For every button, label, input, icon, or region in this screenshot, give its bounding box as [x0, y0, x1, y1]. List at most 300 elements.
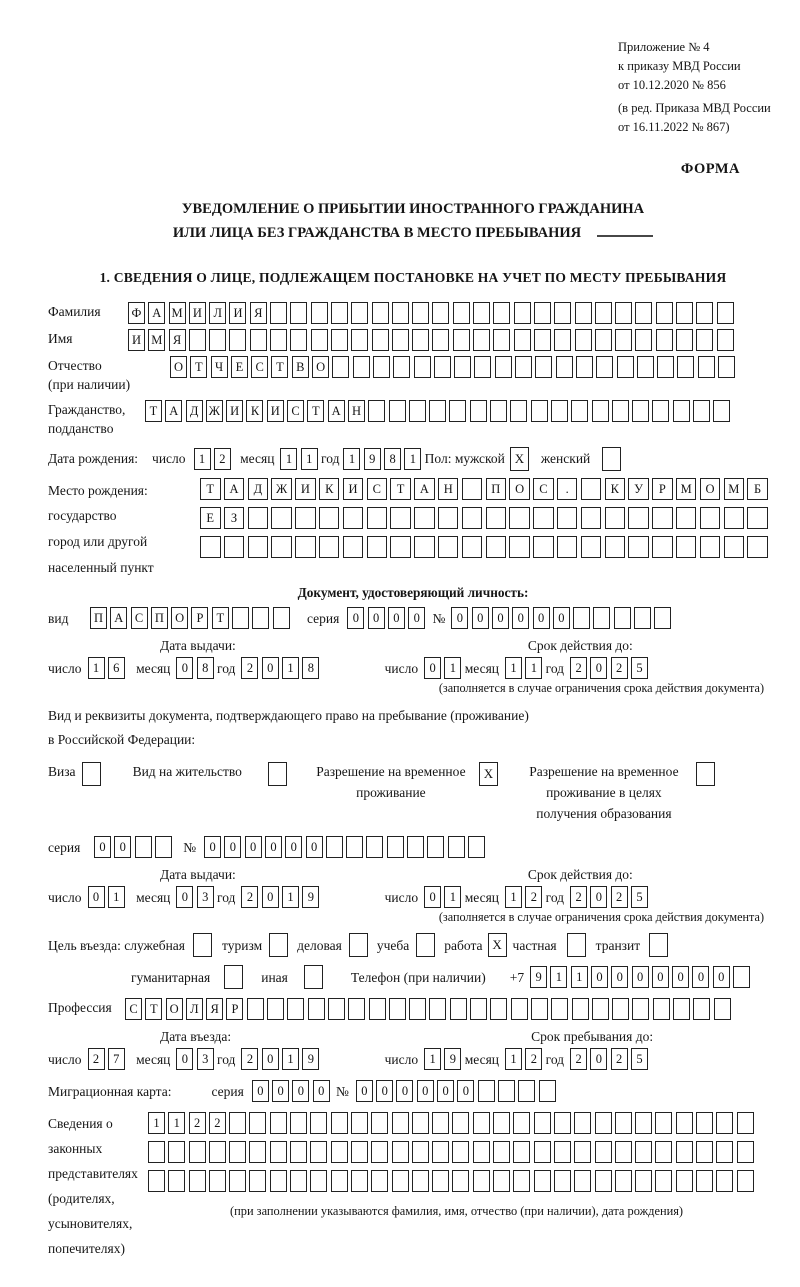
- char-cell[interactable]: 1: [194, 448, 211, 470]
- char-cell[interactable]: [409, 400, 426, 422]
- char-cell[interactable]: Я: [206, 998, 223, 1020]
- char-cell[interactable]: [189, 1170, 206, 1192]
- char-cell[interactable]: [718, 356, 735, 378]
- representatives-row1-cells[interactable]: [148, 1112, 757, 1134]
- char-cell[interactable]: [557, 536, 578, 558]
- char-cell[interactable]: [368, 400, 385, 422]
- char-cell[interactable]: [513, 1170, 530, 1192]
- visa-checkbox[interactable]: [82, 762, 101, 786]
- char-cell[interactable]: [427, 836, 444, 858]
- char-cell[interactable]: Р: [226, 998, 243, 1020]
- char-cell[interactable]: [414, 536, 435, 558]
- char-cell[interactable]: [635, 1141, 652, 1163]
- char-cell[interactable]: [498, 1080, 515, 1102]
- char-cell[interactable]: 0: [417, 1080, 434, 1102]
- char-cell[interactable]: 1: [88, 657, 105, 679]
- char-cell[interactable]: С: [131, 607, 148, 629]
- char-cell[interactable]: 0: [265, 836, 282, 858]
- char-cell[interactable]: [696, 1141, 713, 1163]
- char-cell[interactable]: 0: [262, 657, 279, 679]
- char-cell[interactable]: 0: [408, 607, 425, 629]
- char-cell[interactable]: [450, 998, 467, 1020]
- char-cell[interactable]: [556, 356, 573, 378]
- char-cell[interactable]: [273, 607, 290, 629]
- char-cell[interactable]: И: [295, 478, 316, 500]
- char-cell[interactable]: О: [700, 478, 721, 500]
- char-cell[interactable]: [429, 400, 446, 422]
- char-cell[interactable]: А: [165, 400, 182, 422]
- char-cell[interactable]: 6: [108, 657, 125, 679]
- char-cell[interactable]: 0: [672, 966, 689, 988]
- char-cell[interactable]: М: [676, 478, 697, 500]
- char-cell[interactable]: [343, 536, 364, 558]
- char-cell[interactable]: [267, 998, 284, 1020]
- char-cell[interactable]: [474, 356, 491, 378]
- char-cell[interactable]: [452, 1170, 469, 1192]
- char-cell[interactable]: [429, 998, 446, 1020]
- char-cell[interactable]: 0: [94, 836, 111, 858]
- char-cell[interactable]: [612, 400, 629, 422]
- char-cell[interactable]: [367, 507, 388, 529]
- char-cell[interactable]: [595, 329, 612, 351]
- char-cell[interactable]: [595, 1141, 612, 1163]
- char-cell[interactable]: [470, 400, 487, 422]
- char-cell[interactable]: [319, 536, 340, 558]
- char-cell[interactable]: [351, 1170, 368, 1192]
- char-cell[interactable]: [310, 1170, 327, 1192]
- char-cell[interactable]: [657, 356, 674, 378]
- char-cell[interactable]: К: [319, 478, 340, 500]
- char-cell[interactable]: [676, 1141, 693, 1163]
- char-cell[interactable]: 8: [384, 448, 401, 470]
- char-cell[interactable]: Т: [390, 478, 411, 500]
- char-cell[interactable]: П: [486, 478, 507, 500]
- char-cell[interactable]: [595, 1112, 612, 1134]
- passport-seriya-cells[interactable]: [347, 607, 428, 629]
- char-cell[interactable]: Я: [250, 302, 267, 324]
- char-cell[interactable]: [468, 836, 485, 858]
- char-cell[interactable]: [308, 998, 325, 1020]
- char-cell[interactable]: 2: [611, 657, 628, 679]
- char-cell[interactable]: С: [533, 478, 554, 500]
- char-cell[interactable]: О: [509, 478, 530, 500]
- residence-issue-day[interactable]: [88, 886, 129, 908]
- char-cell[interactable]: 0: [176, 886, 193, 908]
- char-cell[interactable]: [581, 507, 602, 529]
- char-cell[interactable]: [462, 478, 483, 500]
- char-cell[interactable]: [271, 536, 292, 558]
- migration-number-cells[interactable]: [356, 1080, 559, 1102]
- char-cell[interactable]: [392, 1170, 409, 1192]
- char-cell[interactable]: 1: [424, 1048, 441, 1070]
- char-cell[interactable]: 9: [302, 1048, 319, 1070]
- char-cell[interactable]: [656, 329, 673, 351]
- char-cell[interactable]: [371, 1141, 388, 1163]
- char-cell[interactable]: 0: [285, 836, 302, 858]
- birthplace-row1-cells[interactable]: [200, 478, 771, 500]
- char-cell[interactable]: А: [148, 302, 165, 324]
- char-cell[interactable]: Л: [209, 302, 226, 324]
- char-cell[interactable]: [351, 302, 368, 324]
- char-cell[interactable]: 2: [570, 886, 587, 908]
- char-cell[interactable]: 2: [525, 1048, 542, 1070]
- char-cell[interactable]: 1: [282, 1048, 299, 1070]
- char-cell[interactable]: [493, 1170, 510, 1192]
- char-cell[interactable]: [247, 998, 264, 1020]
- char-cell[interactable]: [493, 329, 510, 351]
- char-cell[interactable]: 1: [444, 657, 461, 679]
- char-cell[interactable]: [148, 1170, 165, 1192]
- stay-month[interactable]: [505, 1048, 546, 1070]
- char-cell[interactable]: [554, 329, 571, 351]
- char-cell[interactable]: 0: [272, 1080, 289, 1102]
- purpose-sluzhebnaya-checkbox[interactable]: [193, 933, 212, 957]
- char-cell[interactable]: [518, 1080, 535, 1102]
- char-cell[interactable]: [473, 302, 490, 324]
- char-cell[interactable]: 1: [525, 657, 542, 679]
- char-cell[interactable]: [229, 1112, 246, 1134]
- char-cell[interactable]: [700, 507, 721, 529]
- char-cell[interactable]: [271, 507, 292, 529]
- char-cell[interactable]: [656, 302, 673, 324]
- char-cell[interactable]: [432, 302, 449, 324]
- char-cell[interactable]: [551, 400, 568, 422]
- char-cell[interactable]: М: [724, 478, 745, 500]
- char-cell[interactable]: [539, 1080, 556, 1102]
- char-cell[interactable]: [331, 1112, 348, 1134]
- char-cell[interactable]: [270, 302, 287, 324]
- char-cell[interactable]: [189, 329, 206, 351]
- char-cell[interactable]: А: [110, 607, 127, 629]
- char-cell[interactable]: [200, 536, 221, 558]
- char-cell[interactable]: 1: [550, 966, 567, 988]
- char-cell[interactable]: [432, 329, 449, 351]
- char-cell[interactable]: [209, 329, 226, 351]
- purpose-ucheba-checkbox[interactable]: [416, 933, 435, 957]
- char-cell[interactable]: [319, 507, 340, 529]
- char-cell[interactable]: О: [171, 607, 188, 629]
- char-cell[interactable]: [328, 998, 345, 1020]
- char-cell[interactable]: 0: [533, 607, 550, 629]
- char-cell[interactable]: [724, 507, 745, 529]
- char-cell[interactable]: [635, 302, 652, 324]
- char-cell[interactable]: [371, 1112, 388, 1134]
- entry-month[interactable]: [176, 1048, 217, 1070]
- char-cell[interactable]: [412, 302, 429, 324]
- migration-seriya-cells[interactable]: [252, 1080, 333, 1102]
- passport-expiry-year[interactable]: [570, 657, 651, 679]
- char-cell[interactable]: [717, 329, 734, 351]
- char-cell[interactable]: [575, 302, 592, 324]
- char-cell[interactable]: [635, 1112, 652, 1134]
- residence-expiry-year[interactable]: [570, 886, 651, 908]
- citizenship-cells[interactable]: [145, 400, 734, 422]
- char-cell[interactable]: [635, 1170, 652, 1192]
- char-cell[interactable]: 0: [88, 886, 105, 908]
- char-cell[interactable]: 8: [302, 657, 319, 679]
- char-cell[interactable]: 0: [451, 607, 468, 629]
- char-cell[interactable]: [676, 1170, 693, 1192]
- residence-expiry-day[interactable]: [424, 886, 465, 908]
- char-cell[interactable]: М: [169, 302, 186, 324]
- char-cell[interactable]: [634, 607, 651, 629]
- char-cell[interactable]: [290, 302, 307, 324]
- char-cell[interactable]: [351, 329, 368, 351]
- char-cell[interactable]: 0: [457, 1080, 474, 1102]
- char-cell[interactable]: [453, 302, 470, 324]
- char-cell[interactable]: [554, 1170, 571, 1192]
- char-cell[interactable]: [449, 400, 466, 422]
- char-cell[interactable]: [655, 1141, 672, 1163]
- char-cell[interactable]: 1: [404, 448, 421, 470]
- vid-cells[interactable]: [90, 607, 293, 629]
- char-cell[interactable]: [596, 356, 613, 378]
- char-cell[interactable]: [252, 607, 269, 629]
- char-cell[interactable]: 2: [241, 886, 258, 908]
- char-cell[interactable]: [673, 998, 690, 1020]
- char-cell[interactable]: 0: [590, 1048, 607, 1070]
- char-cell[interactable]: [673, 400, 690, 422]
- char-cell[interactable]: Д: [248, 478, 269, 500]
- char-cell[interactable]: 1: [505, 657, 522, 679]
- char-cell[interactable]: [534, 1141, 551, 1163]
- char-cell[interactable]: [724, 536, 745, 558]
- char-cell[interactable]: 0: [424, 886, 441, 908]
- char-cell[interactable]: [390, 507, 411, 529]
- char-cell[interactable]: Е: [200, 507, 221, 529]
- char-cell[interactable]: [371, 1170, 388, 1192]
- passport-issue-day[interactable]: [88, 657, 129, 679]
- char-cell[interactable]: 3: [197, 1048, 214, 1070]
- char-cell[interactable]: 0: [356, 1080, 373, 1102]
- char-cell[interactable]: [452, 1112, 469, 1134]
- char-cell[interactable]: Т: [200, 478, 221, 500]
- char-cell[interactable]: К: [605, 478, 626, 500]
- char-cell[interactable]: [531, 998, 548, 1020]
- residence-issue-year[interactable]: [241, 886, 322, 908]
- char-cell[interactable]: [478, 1080, 495, 1102]
- char-cell[interactable]: [270, 1141, 287, 1163]
- char-cell[interactable]: [615, 329, 632, 351]
- char-cell[interactable]: [414, 356, 431, 378]
- char-cell[interactable]: [343, 507, 364, 529]
- char-cell[interactable]: 1: [444, 886, 461, 908]
- char-cell[interactable]: О: [166, 998, 183, 1020]
- char-cell[interactable]: [392, 1112, 409, 1134]
- char-cell[interactable]: [462, 536, 483, 558]
- char-cell[interactable]: 1: [108, 886, 125, 908]
- char-cell[interactable]: [248, 536, 269, 558]
- char-cell[interactable]: С: [367, 478, 388, 500]
- char-cell[interactable]: И: [343, 478, 364, 500]
- passport-expiry-day[interactable]: [424, 657, 465, 679]
- char-cell[interactable]: [576, 356, 593, 378]
- char-cell[interactable]: [389, 998, 406, 1020]
- char-cell[interactable]: 1: [282, 886, 299, 908]
- char-cell[interactable]: [412, 1170, 429, 1192]
- char-cell[interactable]: 0: [632, 966, 649, 988]
- purpose-rabota-checkbox[interactable]: X: [488, 933, 507, 957]
- char-cell[interactable]: [290, 1170, 307, 1192]
- char-cell[interactable]: [605, 507, 626, 529]
- char-cell[interactable]: [509, 507, 530, 529]
- sex-male-checkbox[interactable]: X: [510, 447, 529, 471]
- char-cell[interactable]: 0: [114, 836, 131, 858]
- char-cell[interactable]: [232, 607, 249, 629]
- char-cell[interactable]: [249, 1112, 266, 1134]
- passport-number-cells[interactable]: [451, 607, 674, 629]
- char-cell[interactable]: [615, 302, 632, 324]
- birthdate-month-cells[interactable]: [280, 448, 321, 470]
- char-cell[interactable]: [412, 1141, 429, 1163]
- char-cell[interactable]: [331, 1170, 348, 1192]
- char-cell[interactable]: А: [328, 400, 345, 422]
- char-cell[interactable]: [574, 1141, 591, 1163]
- char-cell[interactable]: [737, 1112, 754, 1134]
- birthplace-row2-cells[interactable]: [200, 507, 771, 529]
- char-cell[interactable]: С: [251, 356, 268, 378]
- char-cell[interactable]: [434, 356, 451, 378]
- char-cell[interactable]: Б: [747, 478, 768, 500]
- char-cell[interactable]: [290, 1141, 307, 1163]
- char-cell[interactable]: [270, 329, 287, 351]
- char-cell[interactable]: [510, 400, 527, 422]
- char-cell[interactable]: [332, 356, 349, 378]
- char-cell[interactable]: 9: [530, 966, 547, 988]
- char-cell[interactable]: К: [246, 400, 263, 422]
- char-cell[interactable]: [452, 1141, 469, 1163]
- char-cell[interactable]: [135, 836, 152, 858]
- char-cell[interactable]: [714, 998, 731, 1020]
- char-cell[interactable]: [747, 536, 768, 558]
- char-cell[interactable]: [367, 536, 388, 558]
- sex-female-checkbox[interactable]: [602, 447, 621, 471]
- char-cell[interactable]: 0: [262, 886, 279, 908]
- char-cell[interactable]: 0: [224, 836, 241, 858]
- char-cell[interactable]: 1: [571, 966, 588, 988]
- char-cell[interactable]: [514, 302, 531, 324]
- char-cell[interactable]: [249, 1141, 266, 1163]
- char-cell[interactable]: 1: [168, 1112, 185, 1134]
- char-cell[interactable]: [676, 329, 693, 351]
- char-cell[interactable]: [595, 1170, 612, 1192]
- char-cell[interactable]: [581, 478, 602, 500]
- char-cell[interactable]: 0: [437, 1080, 454, 1102]
- char-cell[interactable]: [693, 998, 710, 1020]
- char-cell[interactable]: [628, 536, 649, 558]
- char-cell[interactable]: [554, 302, 571, 324]
- char-cell[interactable]: Р: [191, 607, 208, 629]
- char-cell[interactable]: [331, 302, 348, 324]
- char-cell[interactable]: [612, 998, 629, 1020]
- char-cell[interactable]: 0: [692, 966, 709, 988]
- vnzh-checkbox[interactable]: [268, 762, 287, 786]
- char-cell[interactable]: [574, 1170, 591, 1192]
- char-cell[interactable]: [655, 1170, 672, 1192]
- char-cell[interactable]: И: [189, 302, 206, 324]
- char-cell[interactable]: [353, 356, 370, 378]
- rvp-education-checkbox[interactable]: [696, 762, 715, 786]
- char-cell[interactable]: [229, 1170, 246, 1192]
- char-cell[interactable]: [389, 400, 406, 422]
- char-cell[interactable]: 0: [713, 966, 730, 988]
- char-cell[interactable]: [575, 329, 592, 351]
- char-cell[interactable]: [637, 356, 654, 378]
- char-cell[interactable]: Т: [190, 356, 207, 378]
- char-cell[interactable]: Л: [186, 998, 203, 1020]
- char-cell[interactable]: [593, 607, 610, 629]
- char-cell[interactable]: 3: [197, 886, 214, 908]
- char-cell[interactable]: [677, 356, 694, 378]
- passport-issue-month[interactable]: [176, 657, 217, 679]
- purpose-tranzit-checkbox[interactable]: [649, 933, 668, 957]
- char-cell[interactable]: [615, 1112, 632, 1134]
- char-cell[interactable]: [737, 1170, 754, 1192]
- char-cell[interactable]: 0: [245, 836, 262, 858]
- char-cell[interactable]: [493, 302, 510, 324]
- char-cell[interactable]: [295, 507, 316, 529]
- char-cell[interactable]: [462, 507, 483, 529]
- char-cell[interactable]: 2: [88, 1048, 105, 1070]
- char-cell[interactable]: 0: [591, 966, 608, 988]
- entry-day[interactable]: [88, 1048, 129, 1070]
- char-cell[interactable]: [554, 1141, 571, 1163]
- char-cell[interactable]: [713, 400, 730, 422]
- char-cell[interactable]: 0: [306, 836, 323, 858]
- char-cell[interactable]: [189, 1141, 206, 1163]
- char-cell[interactable]: 1: [280, 448, 297, 470]
- char-cell[interactable]: [331, 1141, 348, 1163]
- char-cell[interactable]: О: [170, 356, 187, 378]
- stay-day[interactable]: [424, 1048, 465, 1070]
- char-cell[interactable]: [412, 1112, 429, 1134]
- char-cell[interactable]: Ч: [211, 356, 228, 378]
- char-cell[interactable]: 0: [652, 966, 669, 988]
- char-cell[interactable]: 0: [590, 657, 607, 679]
- passport-expiry-month[interactable]: [505, 657, 546, 679]
- char-cell[interactable]: 2: [525, 886, 542, 908]
- surname-cells[interactable]: [128, 302, 737, 324]
- char-cell[interactable]: [290, 329, 307, 351]
- char-cell[interactable]: [617, 356, 634, 378]
- char-cell[interactable]: [392, 302, 409, 324]
- char-cell[interactable]: П: [151, 607, 168, 629]
- char-cell[interactable]: 0: [472, 607, 489, 629]
- purpose-gumanitarnaya-checkbox[interactable]: [224, 965, 243, 989]
- char-cell[interactable]: [387, 836, 404, 858]
- char-cell[interactable]: 2: [241, 1048, 258, 1070]
- char-cell[interactable]: О: [312, 356, 329, 378]
- char-cell[interactable]: [717, 302, 734, 324]
- char-cell[interactable]: [470, 998, 487, 1020]
- char-cell[interactable]: [168, 1141, 185, 1163]
- char-cell[interactable]: 9: [364, 448, 381, 470]
- char-cell[interactable]: Н: [438, 478, 459, 500]
- char-cell[interactable]: Ж: [206, 400, 223, 422]
- char-cell[interactable]: М: [148, 329, 165, 351]
- char-cell[interactable]: А: [414, 478, 435, 500]
- char-cell[interactable]: 0: [176, 657, 193, 679]
- char-cell[interactable]: [493, 1112, 510, 1134]
- char-cell[interactable]: [698, 356, 715, 378]
- char-cell[interactable]: [351, 1141, 368, 1163]
- char-cell[interactable]: 0: [252, 1080, 269, 1102]
- residence-issue-month[interactable]: [176, 886, 217, 908]
- char-cell[interactable]: [514, 329, 531, 351]
- char-cell[interactable]: [310, 1141, 327, 1163]
- char-cell[interactable]: У: [628, 478, 649, 500]
- char-cell[interactable]: [533, 507, 554, 529]
